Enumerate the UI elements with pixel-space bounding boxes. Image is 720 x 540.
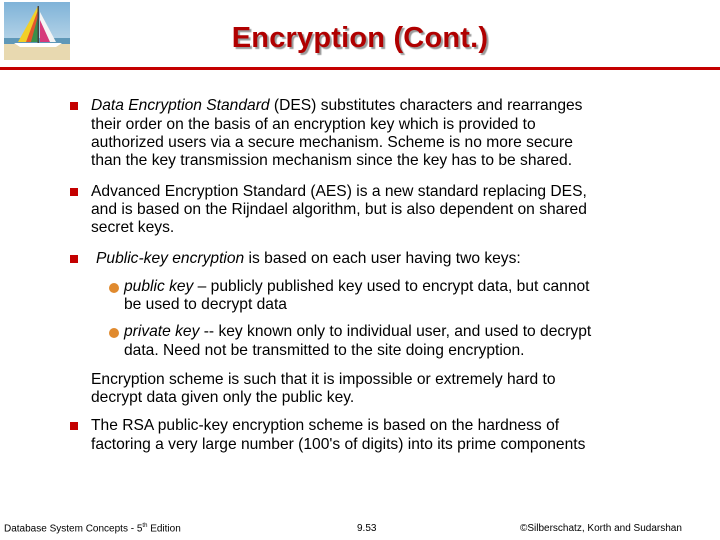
title-divider [0, 67, 720, 70]
footer-book-text: Database System Concepts - 5 [4, 523, 143, 535]
aes-line-1: Advanced Encryption Standard (AES) is a new standard replacing DES, [91, 183, 587, 200]
private-key-rest: -- key known only to individual user, and used to decrypt [199, 323, 592, 340]
des-line-4: than the key transmission mechanism since the key has to be shared. [91, 152, 573, 169]
footer-edition-sup: th [142, 523, 148, 529]
des-line-2: their order on the basis of an encryption key which is provided to [91, 116, 536, 133]
footer-page-number: 9.53 [357, 523, 377, 534]
square-bullet-icon [70, 255, 78, 263]
des-term: Data Encryption Standard [91, 97, 270, 114]
square-bullet-icon [70, 102, 78, 110]
aes-line-3: secret keys. [91, 219, 175, 236]
private-key-term: private key [124, 323, 200, 340]
square-bullet-icon [70, 188, 78, 196]
des-abbr: (DES) [273, 97, 317, 114]
scheme-line-2: decrypt data given only the public key. [91, 389, 355, 406]
public-key-term: public key [124, 278, 194, 295]
public-key-rest: – publicly published key used to encrypt data, but cannot [193, 278, 590, 295]
des-line-1 [91, 97, 582, 115]
rsa-line-2: factoring a very large number (100's of digits) into its prime components [91, 436, 586, 453]
footer-edition-suffix: Edition [147, 523, 181, 535]
private-key-line-2: data. Need not be transmitted to the site doing encryption. [124, 342, 525, 359]
public-key-line-2: be used to decrypt data [124, 296, 287, 313]
pke-line-1 [96, 250, 521, 268]
page-title: Encryption (Cont.) [231, 22, 489, 54]
des-rest: substitutes characters and rearranges [316, 97, 583, 114]
pke-term: Public-key encryption [96, 250, 245, 267]
aes-line-2: and is based on the Rijndael algorithm, but is also dependent on shared [91, 201, 587, 218]
private-key-line-1 [124, 323, 591, 341]
round-bullet-icon [109, 328, 119, 338]
scheme-line-1: Encryption scheme is such that it is impossible or extremely hard to [91, 371, 556, 388]
round-bullet-icon [109, 283, 119, 293]
square-bullet-icon [70, 422, 78, 430]
des-line-3: authorized users via a secure mechanism. Scheme is no more secure [91, 134, 573, 151]
footer-book-title [4, 523, 181, 534]
pke-rest: is based on each user having two keys: [244, 250, 521, 267]
rsa-line-1: The RSA public-key encryption scheme is based on the hardness of [91, 417, 560, 434]
footer-copyright: ©Silberschatz, Korth and Sudarshan [520, 523, 682, 534]
public-key-line-1 [124, 278, 590, 296]
